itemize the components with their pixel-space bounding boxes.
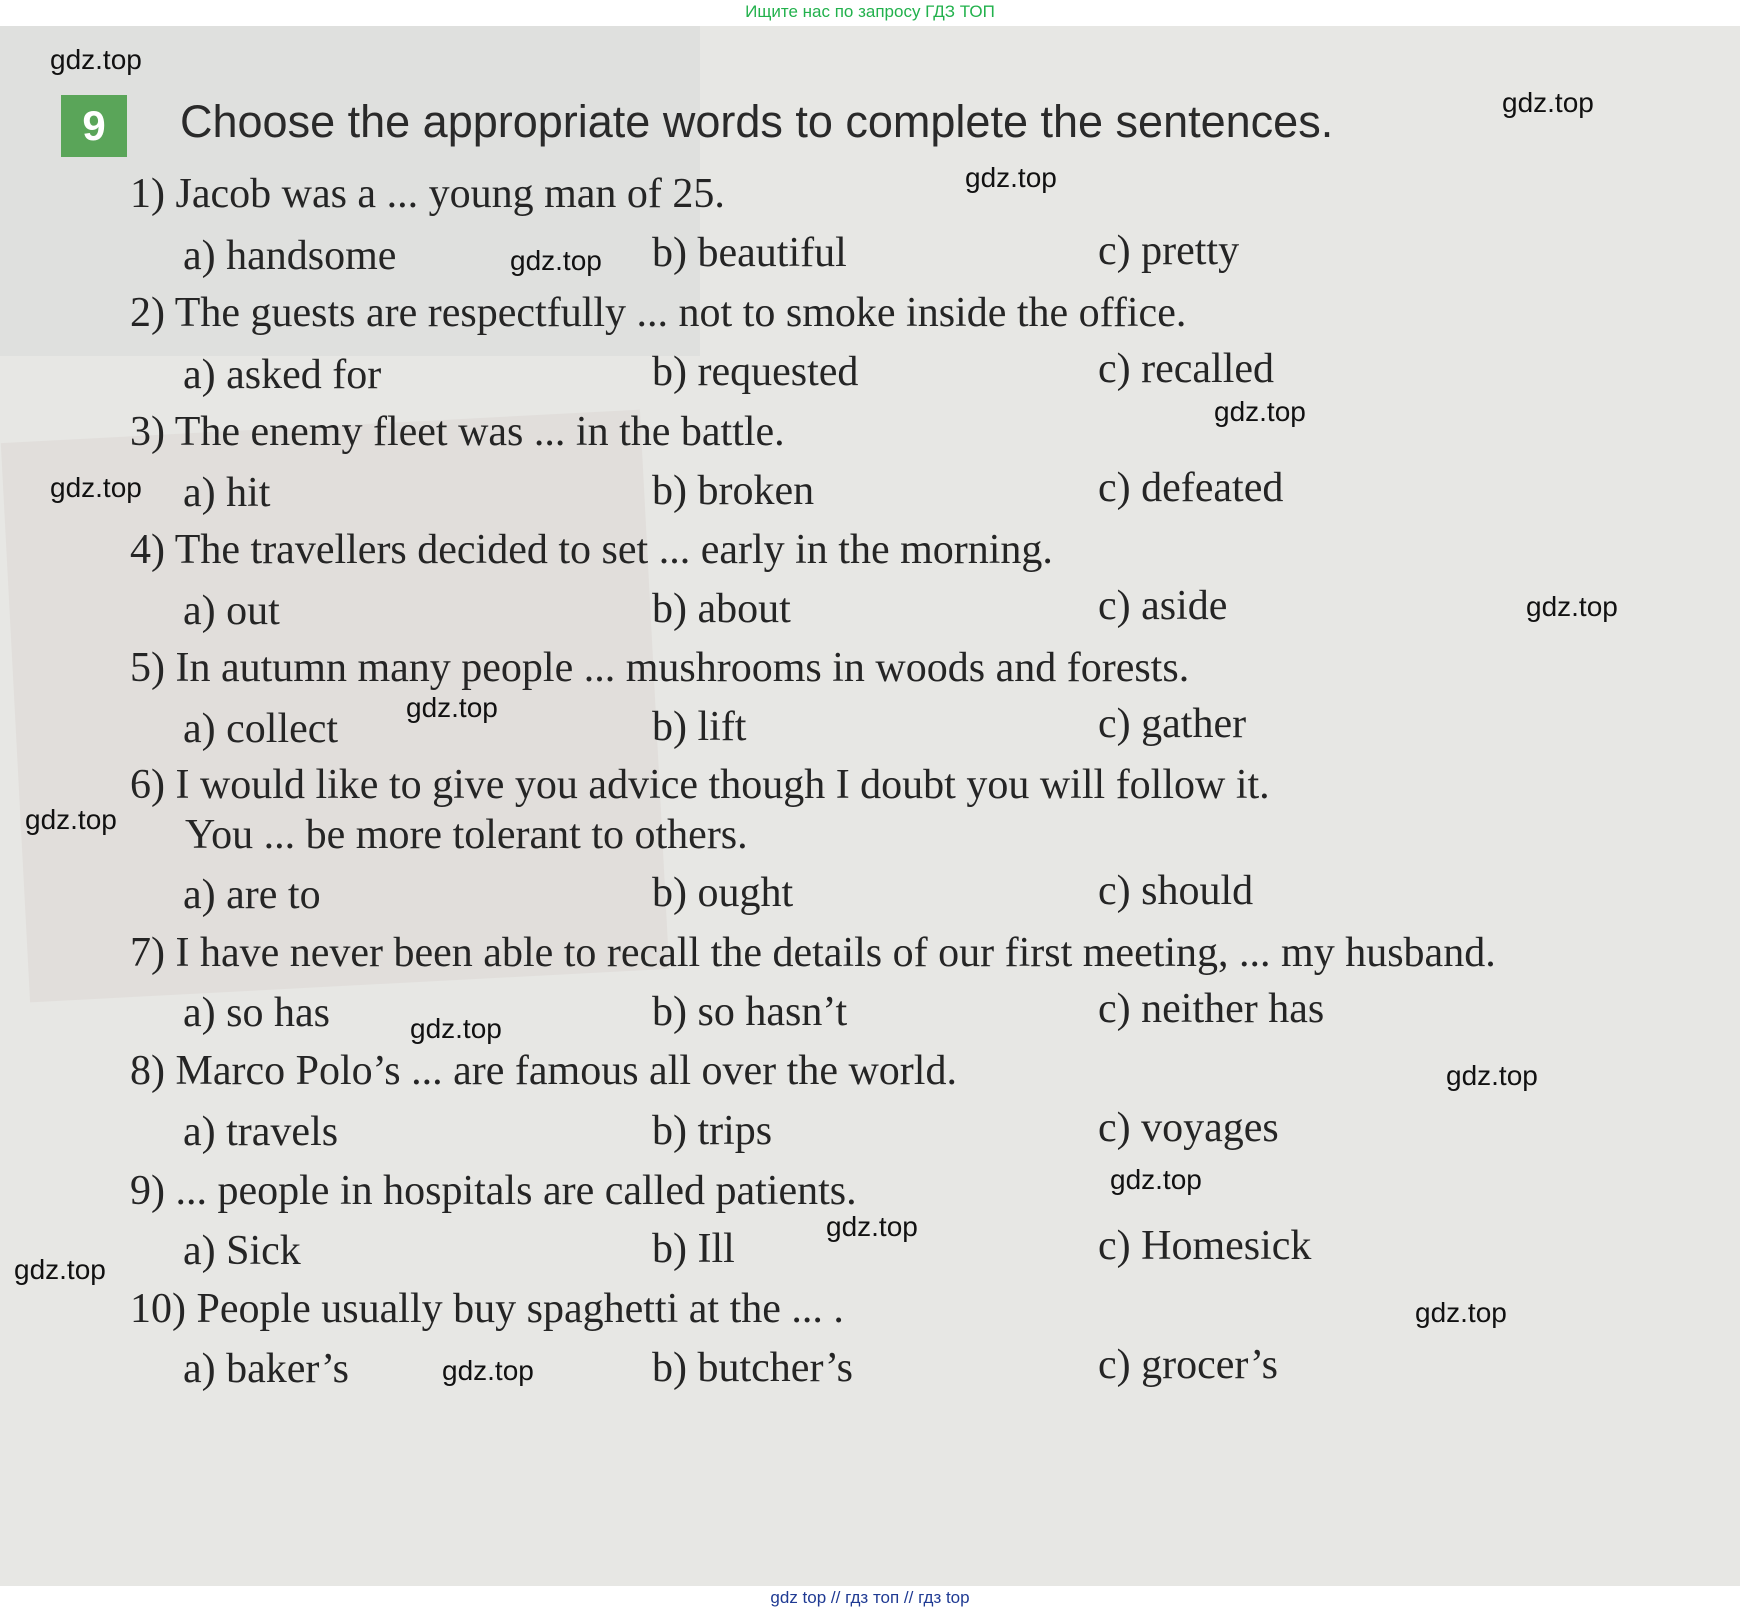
question-8: 8) Marco Polo’s ... are famous all over the world. xyxy=(130,1048,957,1094)
watermark: gdz.top xyxy=(510,245,602,276)
option-b: b) ought xyxy=(652,870,794,916)
top-banner: Ищите нас по запросу ГДЗ ТОП xyxy=(745,2,995,21)
question-6: 6) I would like to give you advice though I doubt you will follow it. xyxy=(130,762,1270,808)
watermark: gdz.top xyxy=(50,472,142,503)
option-b: b) butcher’s xyxy=(652,1345,853,1391)
exercise-title: Choose the appropriate words to complete the sentences. xyxy=(180,96,1334,147)
option-b: b) requested xyxy=(652,349,859,395)
question-5: 5) In autumn many people ... mushrooms in woods and forests. xyxy=(130,645,1190,691)
option-c: c) Homesick xyxy=(1098,1223,1312,1269)
option-b: b) broken xyxy=(652,468,815,514)
option-b: b) beautiful xyxy=(652,230,847,276)
watermark: gdz.top xyxy=(1526,591,1618,622)
option-b: b) trips xyxy=(652,1108,773,1154)
watermark: gdz.top xyxy=(1110,1164,1202,1195)
option-c: c) gather xyxy=(1098,701,1247,747)
option-a: a) out xyxy=(183,588,280,634)
question-10: 10) People usually buy spaghetti at the ... . xyxy=(130,1286,844,1332)
question-2: 2) The guests are respectfully ... not to smoke inside the office. xyxy=(130,290,1187,336)
option-a: a) collect xyxy=(183,706,339,752)
watermark: gdz.top xyxy=(50,44,142,75)
option-c: c) voyages xyxy=(1098,1105,1279,1151)
option-c: c) recalled xyxy=(1098,346,1275,392)
option-c: c) defeated xyxy=(1098,465,1284,511)
watermark: gdz.top xyxy=(826,1211,918,1242)
watermark: gdz.top xyxy=(1446,1060,1538,1091)
option-a: a) are to xyxy=(183,872,321,918)
question-7: 7) I have never been able to recall the details of our first meeting, ... my husband. xyxy=(130,930,1496,976)
footer: gdz top // гдз топ // гдз top xyxy=(770,1588,970,1607)
question-1: 1) Jacob was a ... young man of 25. xyxy=(130,171,725,217)
option-a: a) travels xyxy=(183,1109,339,1155)
option-b: b) lift xyxy=(652,704,747,750)
option-b: b) about xyxy=(652,586,791,632)
question-9: 9) ... people in hospitals are called patients. xyxy=(130,1168,857,1214)
option-c: c) aside xyxy=(1098,583,1228,629)
option-b: b) Ill xyxy=(652,1226,735,1272)
option-a: a) asked for xyxy=(183,352,382,398)
option-c: c) grocer’s xyxy=(1098,1342,1278,1388)
question-3: 3) The enemy fleet was ... in the battle. xyxy=(130,409,785,455)
textbook-page xyxy=(0,26,1740,1586)
option-a: a) Sick xyxy=(183,1228,301,1274)
watermark: gdz.top xyxy=(1502,87,1594,118)
watermark: gdz.top xyxy=(25,804,117,835)
watermark: gdz.top xyxy=(406,692,498,723)
option-c: c) should xyxy=(1098,868,1254,914)
watermark: gdz.top xyxy=(965,162,1057,193)
option-c: c) pretty xyxy=(1098,228,1240,274)
option-a: a) hit xyxy=(183,470,271,516)
option-b: b) so hasn’t xyxy=(652,989,848,1035)
exercise-number-badge: 9 xyxy=(61,95,127,157)
option-a: a) so has xyxy=(183,990,330,1036)
question-6-continued: You ... be more tolerant to others. xyxy=(185,812,748,858)
watermark: gdz.top xyxy=(1214,396,1306,427)
watermark: gdz.top xyxy=(1415,1297,1507,1328)
watermark: gdz.top xyxy=(442,1355,534,1386)
option-c: c) neither has xyxy=(1098,986,1325,1032)
option-a: a) handsome xyxy=(183,233,397,279)
watermark: gdz.top xyxy=(410,1013,502,1044)
watermark: gdz.top xyxy=(14,1254,106,1285)
option-a: a) baker’s xyxy=(183,1346,349,1392)
question-4: 4) The travellers decided to set ... early in the morning. xyxy=(130,527,1053,573)
